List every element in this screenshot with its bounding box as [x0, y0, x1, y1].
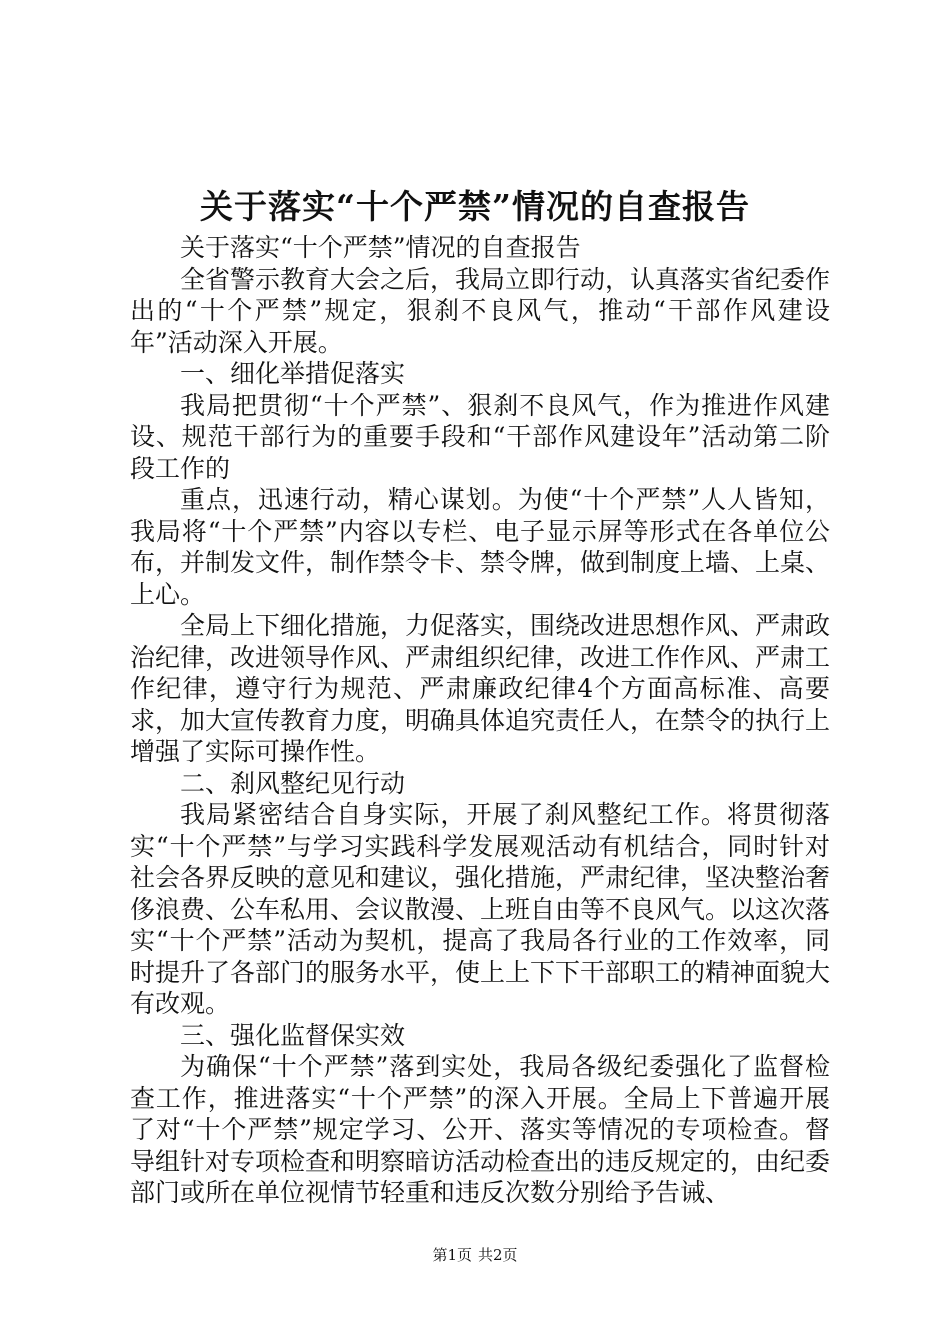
section-heading-2: 二、刹风整纪见行动 [180, 768, 406, 798]
paragraph-intro: 全省警示教育大会之后，我局立即行动，认真落实省纪委作出的“十个严禁”规定，狠刹不良风气，推动“干部作风建设年”活动深入开展。 [130, 264, 831, 357]
section-heading-3: 三、强化监督保实效 [180, 1020, 406, 1050]
paragraph: 我局紧密结合自身实际，开展了刹风整纪工作。将贯彻落实“十个严禁”与学习实践科学发展观活动有机结合，同时针对社会各界反映的意见和建议，强化措施，严肃纪律，坚决整治奢侈浪费、公车私用、会议散漫、上班自由等不良风气。以这次落实“十个严禁”活动为契机，提高了我局各行业的工作效率，同时提升了各部门的服务水平，使上上下下干部职工的精神面貌大有改观。 [130, 800, 831, 1018]
document-body [130, 232, 830, 1209]
page-number: 第1页 [432, 1246, 472, 1264]
paragraph: 全局上下细化措施，力促落实，围绕改进思想作风、严肃政治纪律，改进领导作风、严肃组织纪律，改进工作作风、严肃工作纪律，遵守行为规范、严肃廉政纪律4个方面高标准、高要求，加大宣传教育力度，明确具体追究责任人，在禁令的执行上增强了实际可操作性。 [130, 611, 831, 766]
paragraph-subtitle: 关于落实“十个严禁”情况的自查报告 [180, 233, 581, 262]
page-total: 共2页 [478, 1246, 518, 1264]
document-title: 关于落实“十个严禁”情况的自查报告 [200, 187, 750, 226]
page-footer [0, 1244, 950, 1266]
paragraph: 我局把贯彻“十个严禁”、狠刹不良风气，作为推进作风建设、规范干部行为的重要手段和“干部作风建设年”活动第二阶段工作的 [130, 390, 830, 483]
section-heading-1: 一、细化举措促落实 [180, 359, 406, 388]
paragraph: 重点，迅速行动，精心谋划。为使“十个严禁”人人皆知，我局将“十个严禁”内容以专栏、电子显示屏等形式在各单位公布，并制发文件，制作禁令卡、禁令牌，做到制度上墙、上桌、上心。 [130, 485, 831, 609]
paragraph: 为确保“十个严禁”落到实处，我局各级纪委强化了监督检查工作，推进落实“十个严禁”的深入开展。全局上下普遍开展了对“十个严禁”规定学习、公开、落实等情况的专项检查。督导组针对专项检查和明察暗访活动检查出的违反规定的，由纪委部门或所在单位视情节轻重和违反次数分别给予告诫、 [130, 1052, 831, 1207]
